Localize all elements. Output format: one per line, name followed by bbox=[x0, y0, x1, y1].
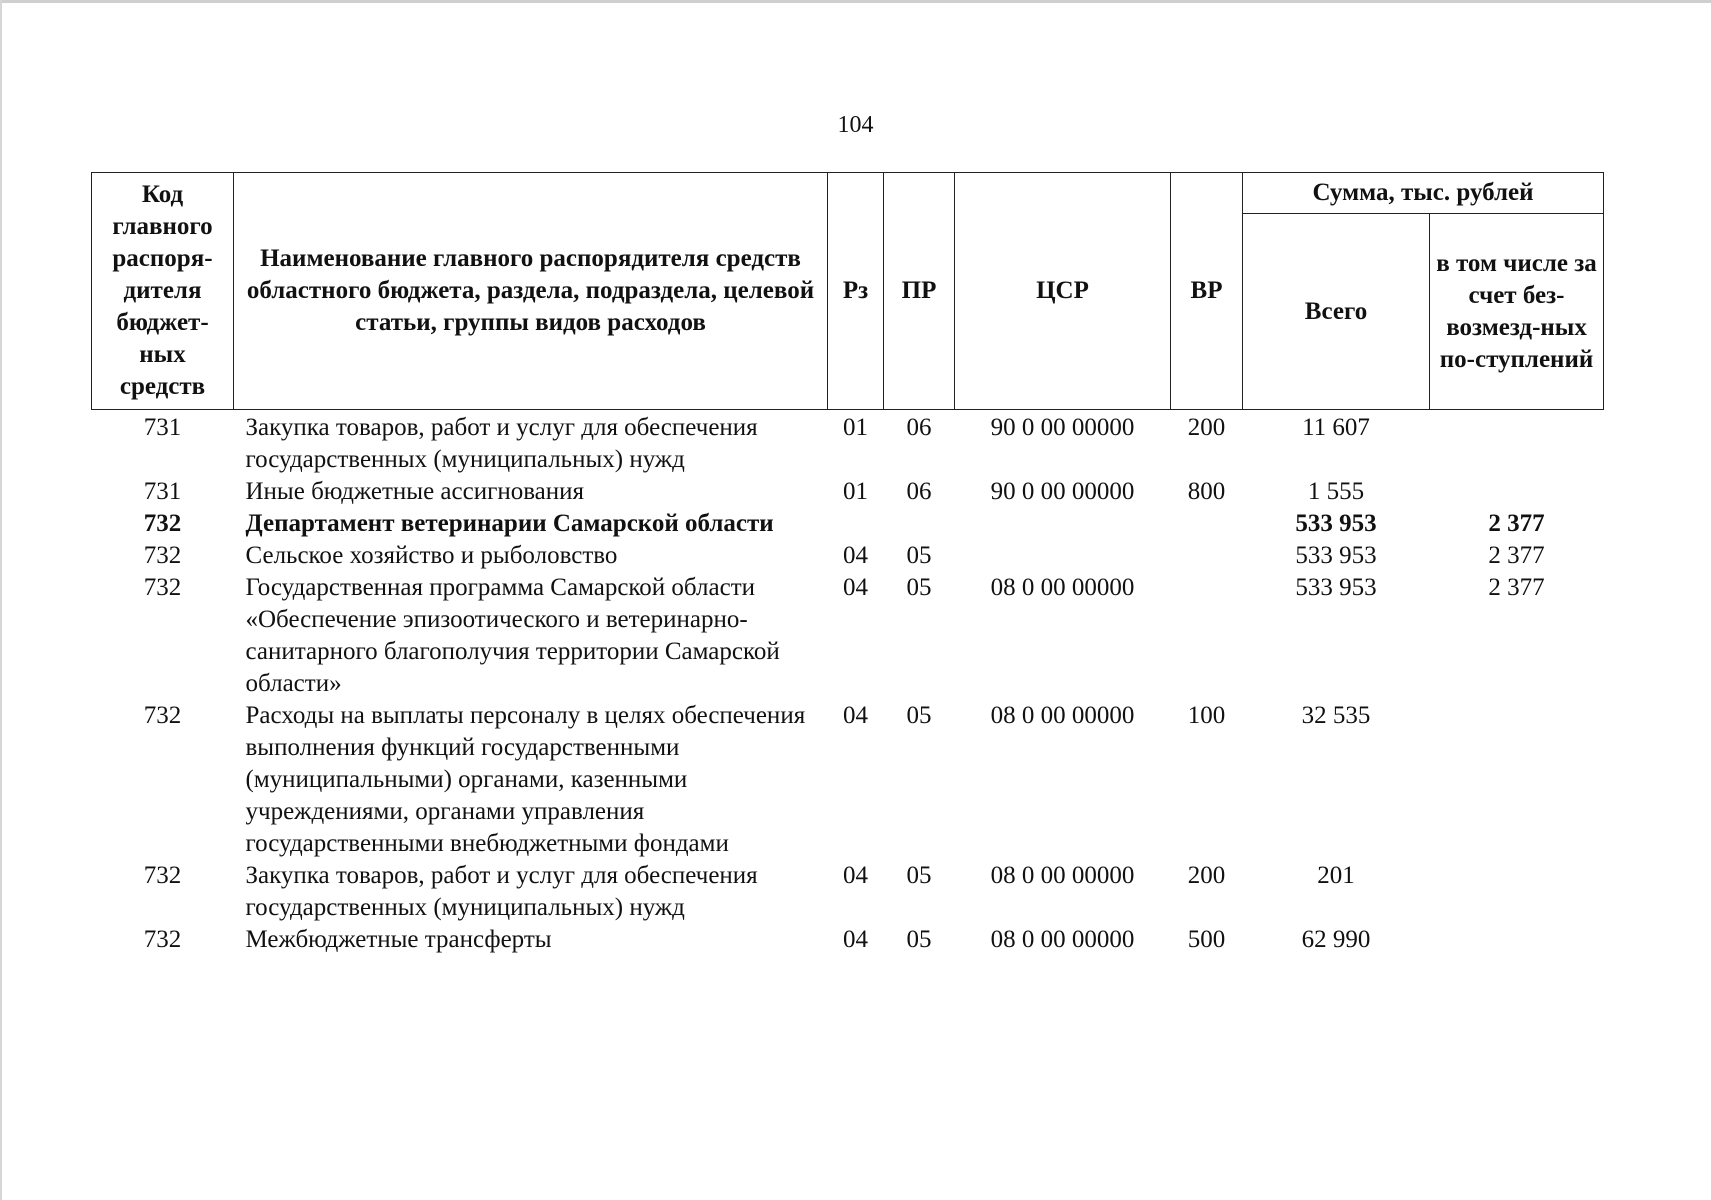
cell-pr bbox=[884, 508, 955, 540]
cell-name: Закупка товаров, работ и услуг для обеспечения государственных (муниципальных) нужд bbox=[245, 414, 758, 473]
cell-code: 732 bbox=[143, 862, 182, 889]
cell-code: 732 bbox=[143, 926, 182, 953]
header-rz: Рз bbox=[828, 173, 884, 410]
cell-rz: 04 bbox=[843, 542, 868, 569]
table-row bbox=[92, 476, 1604, 508]
cell-code: 731 bbox=[143, 478, 182, 505]
cell-total: 201 bbox=[1317, 862, 1355, 889]
cell-incl bbox=[1430, 860, 1604, 924]
cell-incl bbox=[1430, 410, 1604, 477]
cell-total: 62 990 bbox=[1301, 926, 1371, 953]
table-body bbox=[92, 410, 1604, 957]
cell-name: Расходы на выплаты персоналу в целях обеспечения выполнения функций государственными (муниципальными) органами, казенными учреждениями, органами управления государственными внебюджетными фондами bbox=[245, 702, 806, 857]
table-row bbox=[92, 572, 1604, 700]
cell-incl bbox=[1430, 700, 1604, 860]
cell-pr: 05 bbox=[906, 862, 932, 889]
header-pr: ПР bbox=[884, 173, 955, 410]
cell-incl: 2 377 bbox=[1488, 542, 1545, 569]
cell-pr: 05 bbox=[906, 574, 932, 601]
header-total: Всего bbox=[1243, 214, 1430, 410]
cell-incl bbox=[1430, 924, 1604, 956]
cell-total: 32 535 bbox=[1301, 702, 1371, 729]
cell-incl bbox=[1430, 476, 1604, 508]
cell-rz: 01 bbox=[843, 414, 868, 441]
cell-rz bbox=[828, 508, 884, 540]
cell-code: 732 bbox=[143, 574, 182, 601]
header-csr: ЦСР bbox=[955, 173, 1171, 410]
table-row bbox=[92, 540, 1604, 572]
cell-csr: 08 0 00 00000 bbox=[990, 926, 1135, 953]
cell-pr: 05 bbox=[906, 926, 932, 953]
table-row bbox=[92, 700, 1604, 860]
cell-rz: 04 bbox=[843, 862, 868, 889]
cell-total: 1 555 bbox=[1307, 478, 1365, 505]
cell-vr: 100 bbox=[1187, 702, 1226, 729]
cell-pr: 06 bbox=[906, 478, 932, 505]
cell-total: 533 953 bbox=[1295, 574, 1377, 601]
cell-vr bbox=[1171, 508, 1243, 540]
cell-total: 11 607 bbox=[1302, 414, 1370, 441]
cell-rz: 04 bbox=[843, 926, 868, 953]
budget-table bbox=[91, 172, 1604, 956]
table-row bbox=[92, 924, 1604, 956]
cell-csr: 90 0 00 00000 bbox=[990, 414, 1135, 441]
header-vr: ВР bbox=[1171, 173, 1243, 410]
cell-csr: 08 0 00 00000 bbox=[990, 862, 1135, 889]
cell-total: 533 953 bbox=[1295, 510, 1377, 537]
cell-vr: 200 bbox=[1187, 862, 1226, 889]
header-sum-group: Сумма, тыс. рублей bbox=[1243, 173, 1604, 214]
header-name: Наименование главного распорядителя средств областного бюджета, раздела, подраздела, целевой статьи, группы видов расходов bbox=[234, 173, 828, 410]
cell-code: 732 bbox=[143, 542, 182, 569]
cell-name: Межбюджетные трансферты bbox=[245, 926, 552, 953]
cell-pr: 05 bbox=[906, 702, 932, 729]
cell-rz: 04 bbox=[843, 574, 868, 601]
cell-total: 533 953 bbox=[1295, 542, 1377, 569]
cell-name: Иные бюджетные ассигнования bbox=[245, 478, 585, 505]
cell-csr bbox=[955, 508, 1171, 540]
table-row bbox=[92, 860, 1604, 924]
header-incl: в том числе за счет без-возмезд-ных по-ступлений bbox=[1430, 214, 1604, 410]
cell-code: 732 bbox=[143, 702, 182, 729]
cell-name: Департамент ветеринарии Самарской области bbox=[245, 510, 774, 537]
cell-vr: 200 bbox=[1187, 414, 1226, 441]
cell-rz: 01 bbox=[843, 478, 868, 505]
cell-name: Сельское хозяйство и рыболовство bbox=[245, 542, 618, 569]
cell-incl: 2 377 bbox=[1488, 510, 1545, 537]
cell-code: 731 bbox=[143, 414, 182, 441]
cell-pr: 06 bbox=[906, 414, 932, 441]
scan-edge-left bbox=[0, 0, 2, 1200]
cell-vr: 500 bbox=[1187, 926, 1226, 953]
cell-vr bbox=[1171, 572, 1243, 700]
page-number: 104 bbox=[837, 112, 874, 138]
header-code: Код главного распоря-дителя бюджет-ных средств bbox=[92, 173, 234, 410]
scan-edge-top bbox=[0, 0, 1711, 3]
cell-vr: 800 bbox=[1187, 478, 1226, 505]
cell-csr: 08 0 00 00000 bbox=[990, 702, 1135, 729]
table-row bbox=[92, 410, 1604, 477]
cell-pr: 05 bbox=[906, 542, 932, 569]
cell-vr bbox=[1171, 540, 1243, 572]
cell-incl: 2 377 bbox=[1488, 574, 1545, 601]
cell-csr: 08 0 00 00000 bbox=[990, 574, 1135, 601]
cell-csr bbox=[955, 540, 1171, 572]
cell-code: 732 bbox=[143, 510, 182, 537]
cell-rz: 04 bbox=[843, 702, 868, 729]
cell-name: Закупка товаров, работ и услуг для обеспечения государственных (муниципальных) нужд bbox=[245, 862, 758, 921]
table-row bbox=[92, 508, 1604, 540]
cell-name: Государственная программа Самарской области «Обеспечение эпизоотического и ветеринарно-санитарного благополучия территории Самарской области» bbox=[245, 574, 780, 697]
cell-csr: 90 0 00 00000 bbox=[990, 478, 1135, 505]
